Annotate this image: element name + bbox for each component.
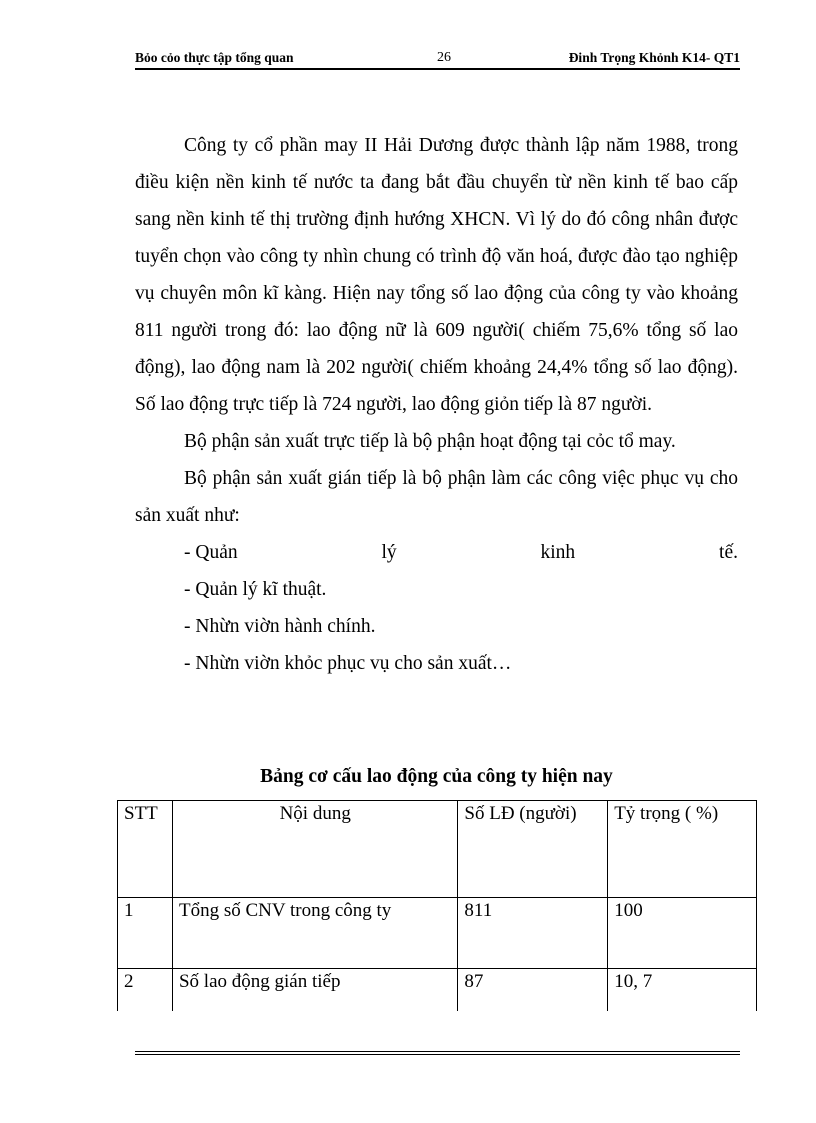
header-title: Bỏo cỏo thực tập tổng quan: [135, 50, 294, 65]
table-cell: 2: [118, 969, 173, 1012]
bullet-item-1: [135, 534, 738, 571]
bullet-item-1-word: kinh: [540, 542, 576, 563]
table-row: [118, 898, 757, 969]
table-header-cell: STT: [118, 801, 173, 898]
paragraph-1: Công ty cổ phần may II Hải Dương được thành lập năm 1988, trong điều kiện nền kinh tế nước ta đang bắt đầu chuyển từ nền kinh tế bao cấp sang nền kinh tế thị trường định hướng XHCN. Vì lý do đó công nhân được tuyển chọn vào công ty nhìn chung có trình độ văn hoá, được đào tạo nghiệp vụ chuyên môn kĩ kàng. Hiện nay tổng số lao động của công ty vào khoảng 811 người trong đó: lao động nữ là 609 người( chiếm 75,6% tổng số lao động), lao động nam là 202 người( chiếm khoảng 24,4% tổng số lao động). Số lao động trực tiếp là 724 người, lao động giỏn tiếp là 87 người.: [135, 135, 738, 415]
table-header-row: [118, 801, 757, 898]
bullet-item-2: - Quản lý kĩ thuật.: [184, 579, 327, 600]
footer-divider: [135, 1051, 740, 1055]
bullet-item-1-word: tế.: [719, 542, 738, 563]
header-author: Đinh Trọng Khỏnh K14- QT1: [568, 50, 740, 65]
table-header-cell: Số LĐ (người): [458, 801, 608, 898]
table-cell: 87: [458, 969, 608, 1012]
paragraph-2: Bộ phận sản xuất trực tiếp là bộ phận hoạt động tại cỏc tổ may.: [184, 431, 676, 452]
table-row: [118, 969, 757, 1012]
bullet-item-3: - Nhừn viờn hành chính.: [184, 616, 376, 637]
bullet-item-4: - Nhừn viờn khỏc phục vụ cho sản xuất…: [184, 653, 512, 674]
labor-structure-table: [117, 800, 757, 1011]
table-cell: 1: [118, 898, 173, 969]
table-header-cell: Tỷ trọng ( %): [608, 801, 757, 898]
body-text: [135, 127, 738, 682]
bullet-item-1-word: - Quản: [184, 542, 238, 563]
page-header: [135, 50, 740, 70]
table-cell: 100: [608, 898, 757, 969]
table-cell: Tổng số CNV trong công ty: [172, 898, 457, 969]
table-title: Bảng cơ cấu lao động của công ty hiện nay: [260, 766, 613, 787]
table-cell: 10, 7: [608, 969, 757, 1012]
table-header-cell: Nội dung: [172, 801, 457, 898]
table-cell: Số lao động gián tiếp: [172, 969, 457, 1012]
table-cell: 811: [458, 898, 608, 969]
page-number: 26: [437, 50, 451, 65]
paragraph-3: Bộ phận sản xuất gián tiếp là bộ phận làm các công việc phục vụ cho sản xuất như:: [135, 468, 738, 526]
bullet-item-1-word: lý: [381, 542, 397, 563]
